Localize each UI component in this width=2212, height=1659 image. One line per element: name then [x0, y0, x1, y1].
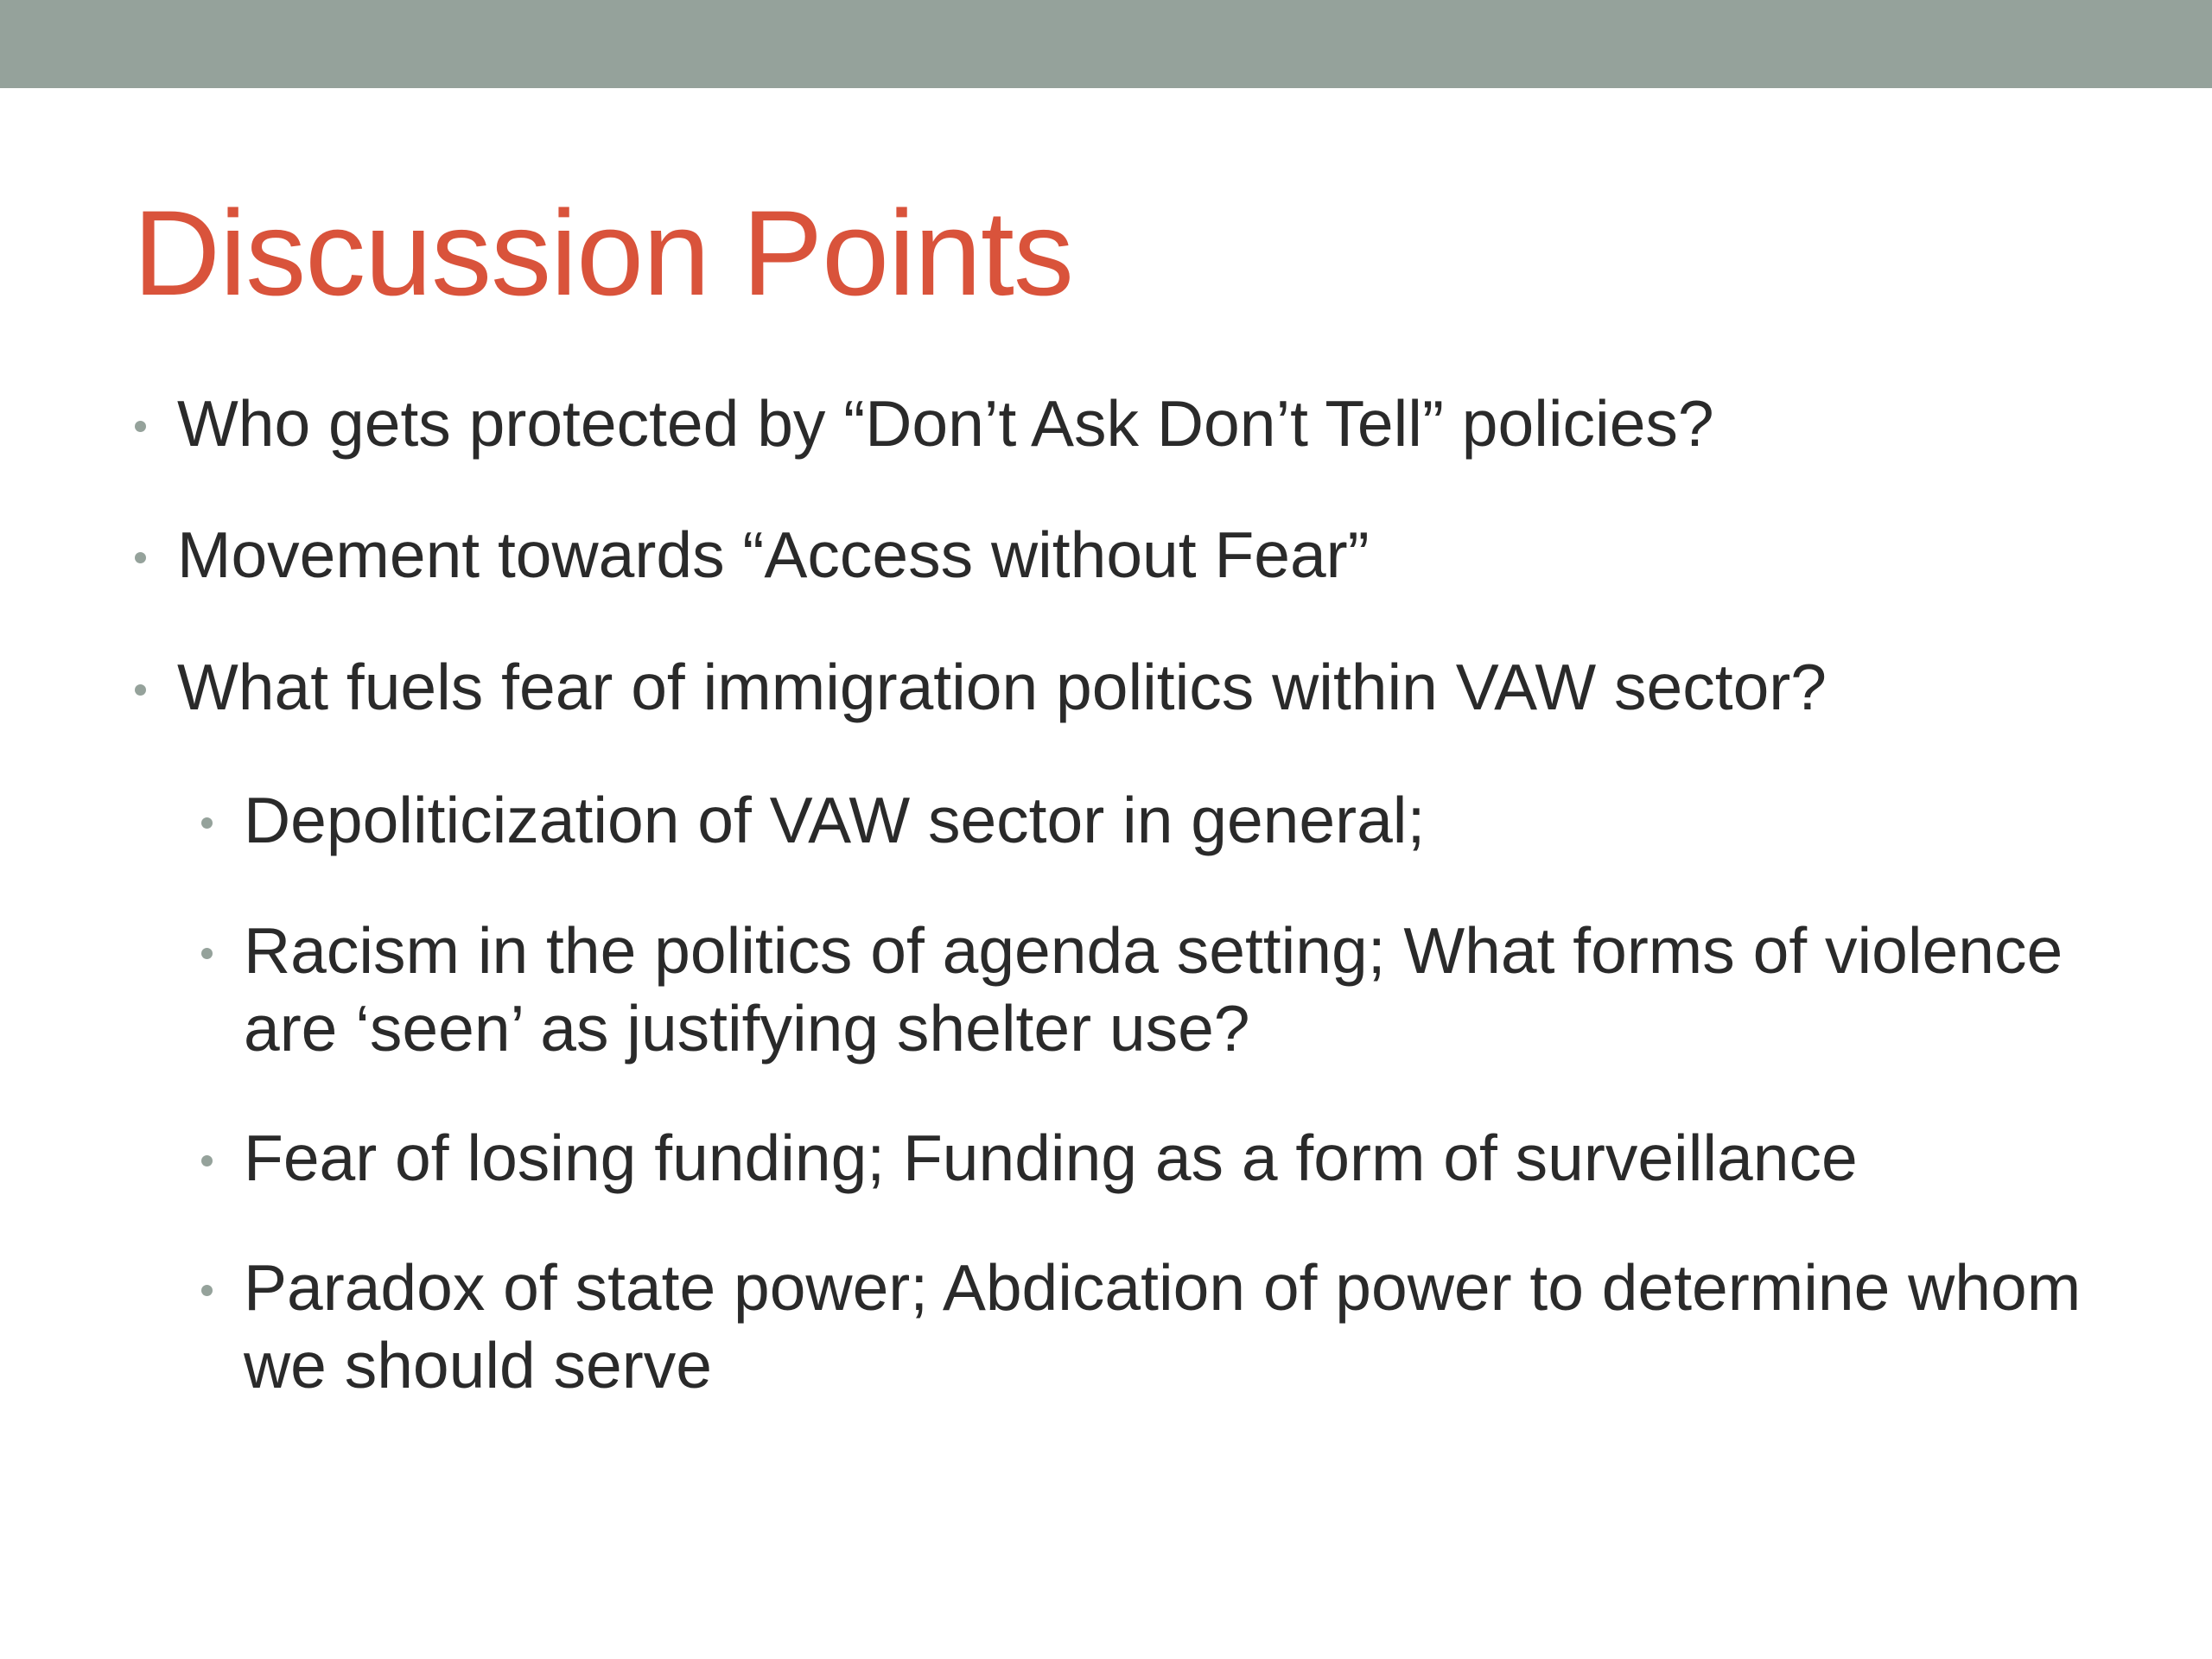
sub-bullet-item — [244, 781, 1425, 859]
bullet-item — [177, 516, 1370, 594]
bullet-item — [177, 385, 1714, 462]
bullet-text: Fear of losing funding; Funding as a form of surveillance — [244, 1122, 1858, 1194]
bullet-text: What fuels fear of immigration politics within VAW sector? — [177, 651, 1827, 723]
bullet-dot-icon — [135, 552, 146, 563]
sub-bullet-item — [244, 1249, 2081, 1404]
bullet-text: Depoliticization of VAW sector in general; — [244, 784, 1426, 856]
bullet-text: Movement towards “Access without Fear” — [177, 518, 1370, 591]
bullet-text: are ‘seen’ as justifying shelter use? — [244, 992, 1250, 1065]
bullet-dot-icon — [201, 1285, 213, 1296]
bullet-text: Racism in the politics of agenda setting; What forms of violence — [244, 914, 2063, 987]
bullet-item — [177, 648, 1827, 726]
bullet-text: Who gets protected by “Don’t Ask Don’t Tell” policies? — [177, 387, 1714, 460]
sub-bullet-item — [244, 1119, 1858, 1197]
bullet-dot-icon — [201, 817, 213, 829]
bullet-text: we should serve — [244, 1329, 712, 1402]
bullet-text: Paradox of state power; Abdication of power to determine whom — [244, 1251, 2082, 1324]
bullet-dot-icon — [135, 684, 146, 696]
sub-bullet-item — [244, 912, 2063, 1067]
bullet-dot-icon — [201, 948, 213, 959]
bullet-dot-icon — [201, 1155, 213, 1166]
bullet-dot-icon — [135, 421, 146, 432]
slide-title: Discussion Points — [133, 185, 1073, 321]
